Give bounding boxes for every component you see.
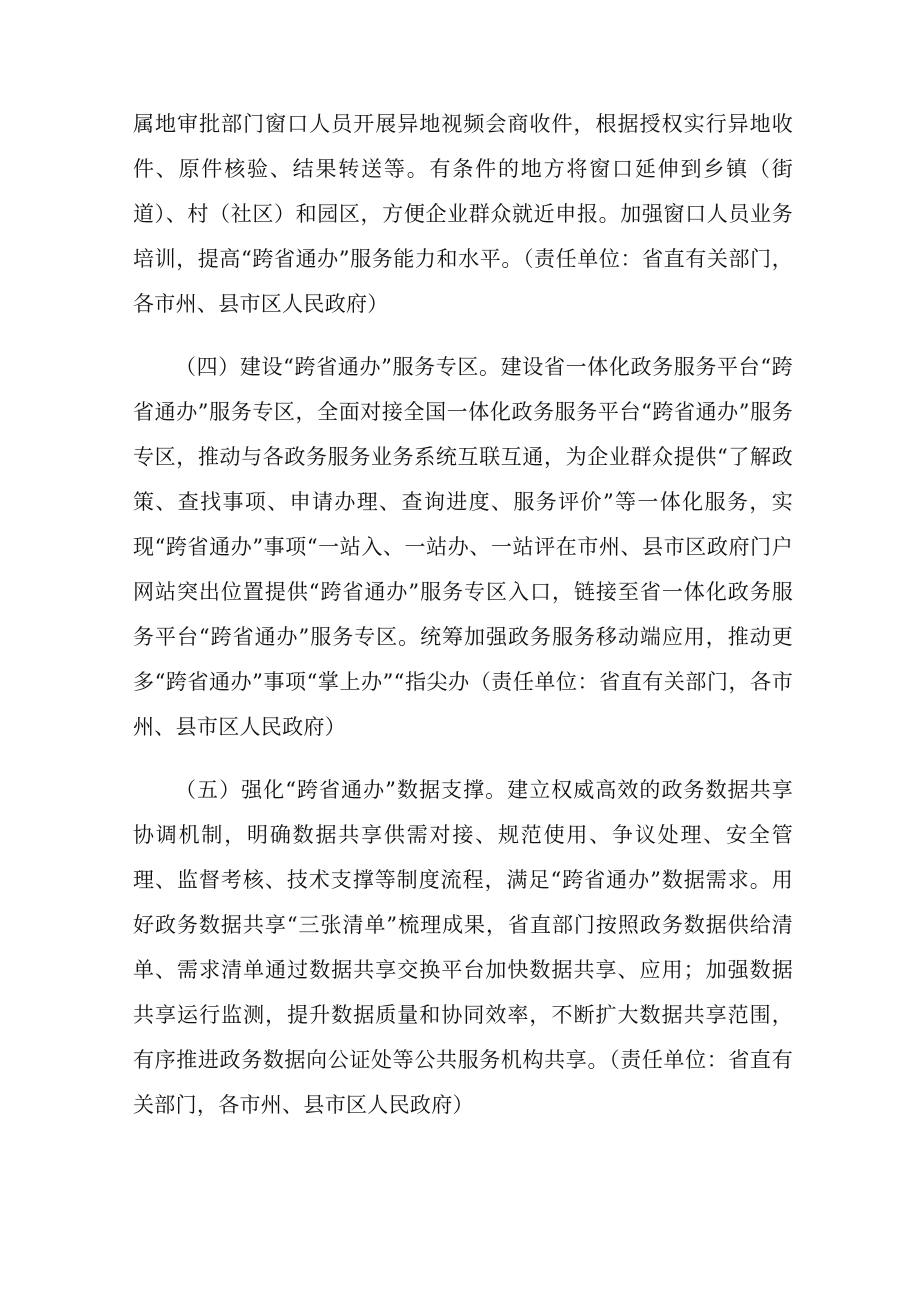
paragraph-data-support: （五）强化“跨省通办”数据支撑。建立权威高效的政务数据共享协调机制，明确数据共享供需对接、规范使用、争议处理、安全管理、监督考核、技术支撑等制度流程，满足“跨省通办”数据需求。用好政务数据共享“三张清单”梳理成果，省直部门按照政务数据供给清单、需求清单通过数据共享交换平台加快数据共享、应用；加强数据共享运行监测，提升数据质量和协同效率，不断扩大数据共享范围，有序推进政务数据向公证处等公共服务机构共享。（责任单位：省直有关部门，各市州、县市区人民政府） bbox=[133, 778, 793, 1117]
document-body bbox=[133, 102, 793, 1128]
paragraph-service-zone: （四）建设“跨省通办”服务专区。建设省一体化政务服务平台“跨省通办”服务专区，全面对接全国一体化政务服务平台“跨省通办”服务专区，推动与各政务服务业务系统互联互通，为企业群众提供“了解政策、查找事项、申请办理、查询进度、服务评价”等一体化服务，实现“跨省通办”事项“一站入、一站办、一站评在市州、县市区政府门户网站突出位置提供“跨省通办”服务专区入口，链接至省一体化政务服务平台“跨省通办”服务专区。统筹加强政务服务移动端应用，推动更多“跨省通办”事项“掌上办”“指尖办（责任单位：省直有关部门，各市州、县市区人民政府） bbox=[133, 355, 793, 739]
paragraph-window-services: 属地审批部门窗口人员开展异地视频会商收件，根据授权实行异地收件、原件核验、结果转送等。有条件的地方将窗口延伸到乡镇（街道）、村（社区）和园区，方便企业群众就近申报。加强窗口人员业务培训，提高“跨省通办”服务能力和水平。（责任单位：省直有关部门，各市州、县市区人民政府） bbox=[133, 112, 793, 316]
